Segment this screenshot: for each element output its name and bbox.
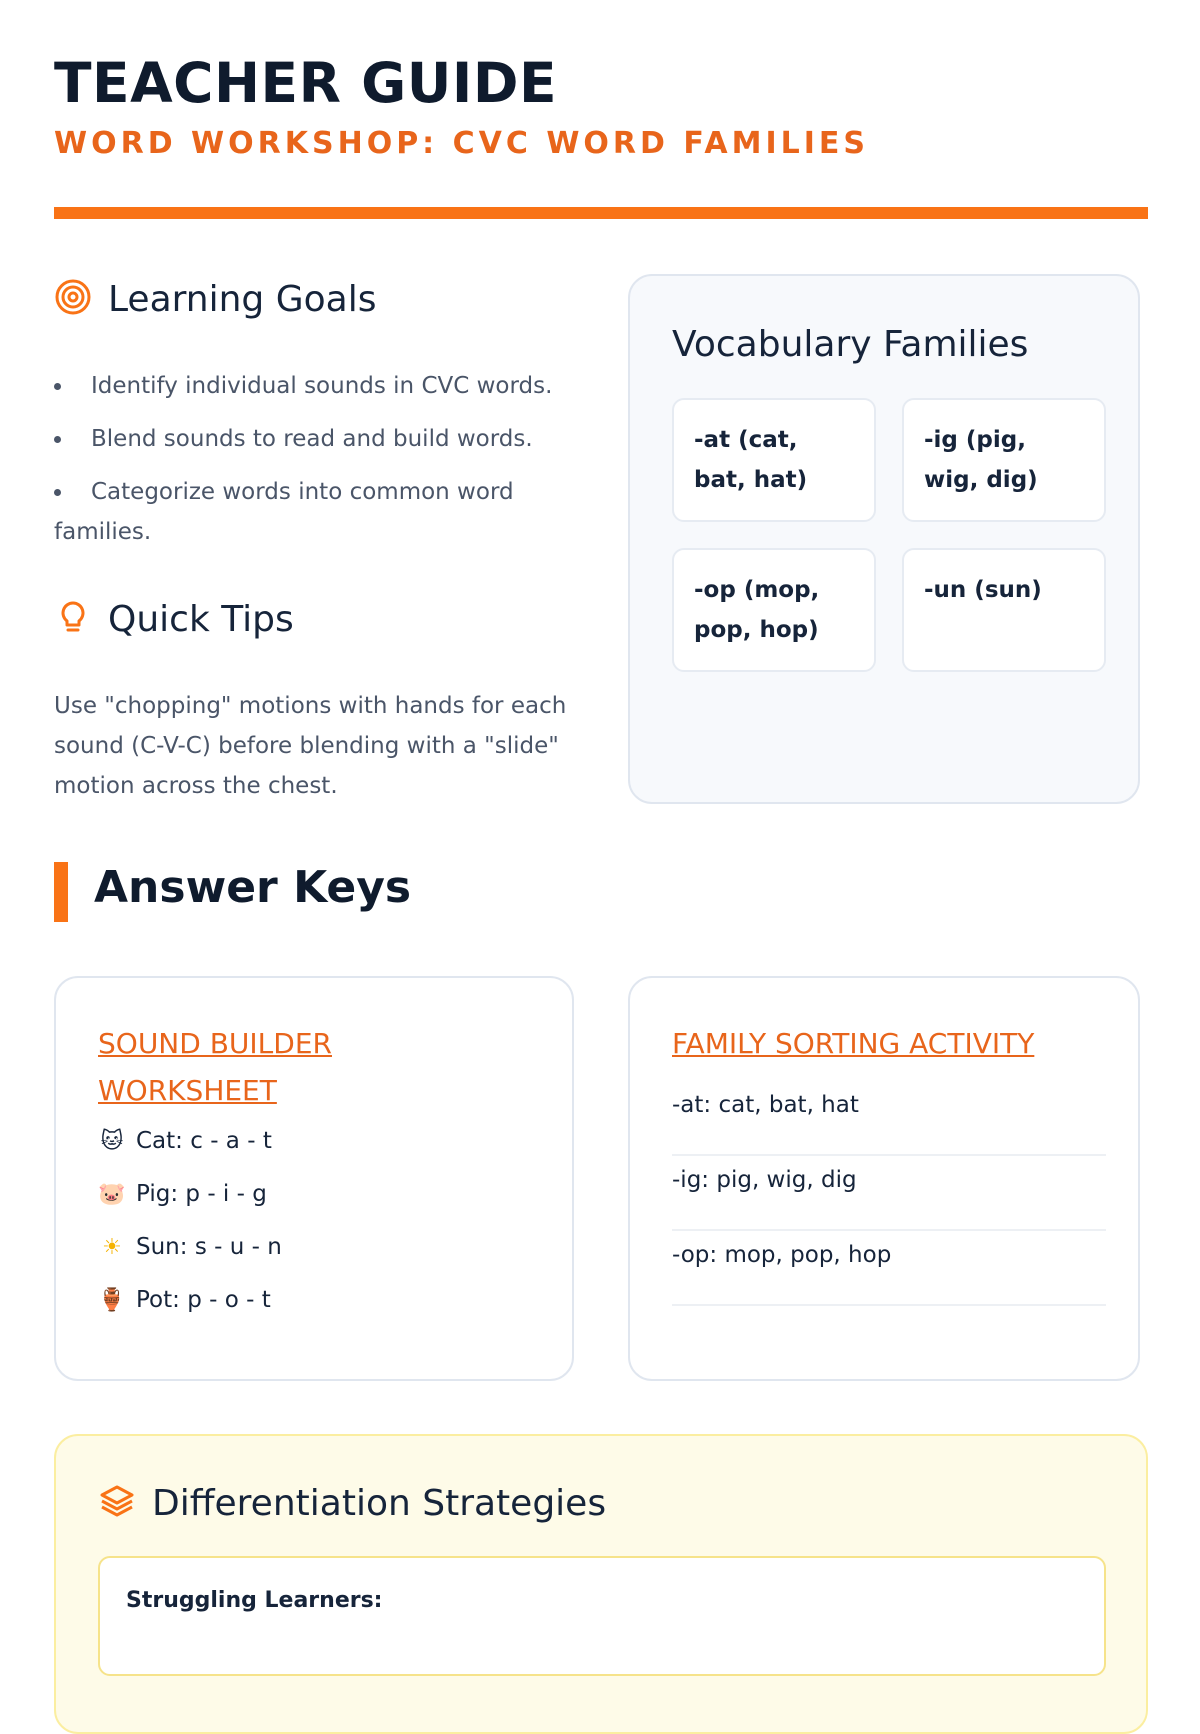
quick-tips-text: Use "chopping" motions with hands for each sound (C-V-C) before blending with a "slide" motion across the chest. <box>54 693 567 799</box>
table-row: -op: mop, pop, hop <box>672 1232 1106 1306</box>
vocabulary-family-card: -op (mop, pop, hop) <box>672 548 876 672</box>
quick-tips-header <box>54 598 294 640</box>
answer-text: Cat: c - a - t <box>136 1128 272 1154</box>
vocabulary-family-card: -ig (pig, wig, dig) <box>902 398 1106 522</box>
page-subtitle: WORD WORKSHOP: CVC WORD FAMILIES <box>54 126 870 161</box>
quick-tips-heading: Quick Tips <box>108 598 294 640</box>
cat-icon: 🐱 <box>100 1128 124 1154</box>
teacher-guide-page <box>54 0 1148 1613</box>
table-row: -ig: pig, wig, dig <box>672 1157 1106 1231</box>
struggling-learners-label: Struggling Learners: <box>126 1588 383 1613</box>
learning-goals-heading: Learning Goals <box>108 278 377 320</box>
page-title: TEACHER GUIDE <box>54 51 558 115</box>
list-item <box>98 1128 272 1154</box>
list-item <box>98 1234 282 1260</box>
vocabulary-families-panel <box>628 274 1140 804</box>
table-row: -at: cat, bat, hat <box>672 1082 1106 1156</box>
sound-builder-title[interactable]: SOUND BUILDER WORKSHEET <box>98 1027 332 1107</box>
list-item <box>98 1181 267 1207</box>
differentiation-heading: Differentiation Strategies <box>152 1482 607 1524</box>
family-sorting-card <box>628 976 1140 1381</box>
list-item <box>98 1287 271 1313</box>
list-item: Blend sounds to read and build words. <box>54 419 594 459</box>
vocabulary-family-card: -un (sun) <box>902 548 1106 672</box>
lightbulb-icon <box>54 598 92 640</box>
pig-icon: 🐷 <box>98 1181 126 1207</box>
family-sorting-title[interactable]: FAMILY SORTING ACTIVITY <box>672 1027 1035 1060</box>
answer-text: Sun: s - u - n <box>136 1234 282 1260</box>
answer-text: Pig: p - i - g <box>136 1181 267 1207</box>
answer-text: Pot: p - o - t <box>136 1287 271 1313</box>
list-item: Identify individual sounds in CVC words. <box>54 366 594 406</box>
learning-goals-list <box>54 366 594 565</box>
answer-keys-heading: Answer Keys <box>94 862 412 913</box>
vocabulary-family-card: -at (cat, bat, hat) <box>672 398 876 522</box>
differentiation-header <box>98 1482 606 1524</box>
vocabulary-families-heading: Vocabulary Families <box>672 324 1029 365</box>
differentiation-panel <box>54 1434 1148 1734</box>
sun-icon: ☀ <box>102 1234 122 1260</box>
learning-goals-header <box>54 278 376 320</box>
layers-icon <box>98 1482 136 1524</box>
sound-builder-card <box>54 976 574 1381</box>
pot-icon: 🏺 <box>98 1287 126 1313</box>
struggling-learners-box <box>98 1556 1106 1676</box>
target-icon <box>54 278 92 320</box>
header-divider <box>54 207 1148 219</box>
answer-keys-accent-bar <box>54 862 68 922</box>
list-item: Categorize words into common word families. <box>54 472 594 552</box>
